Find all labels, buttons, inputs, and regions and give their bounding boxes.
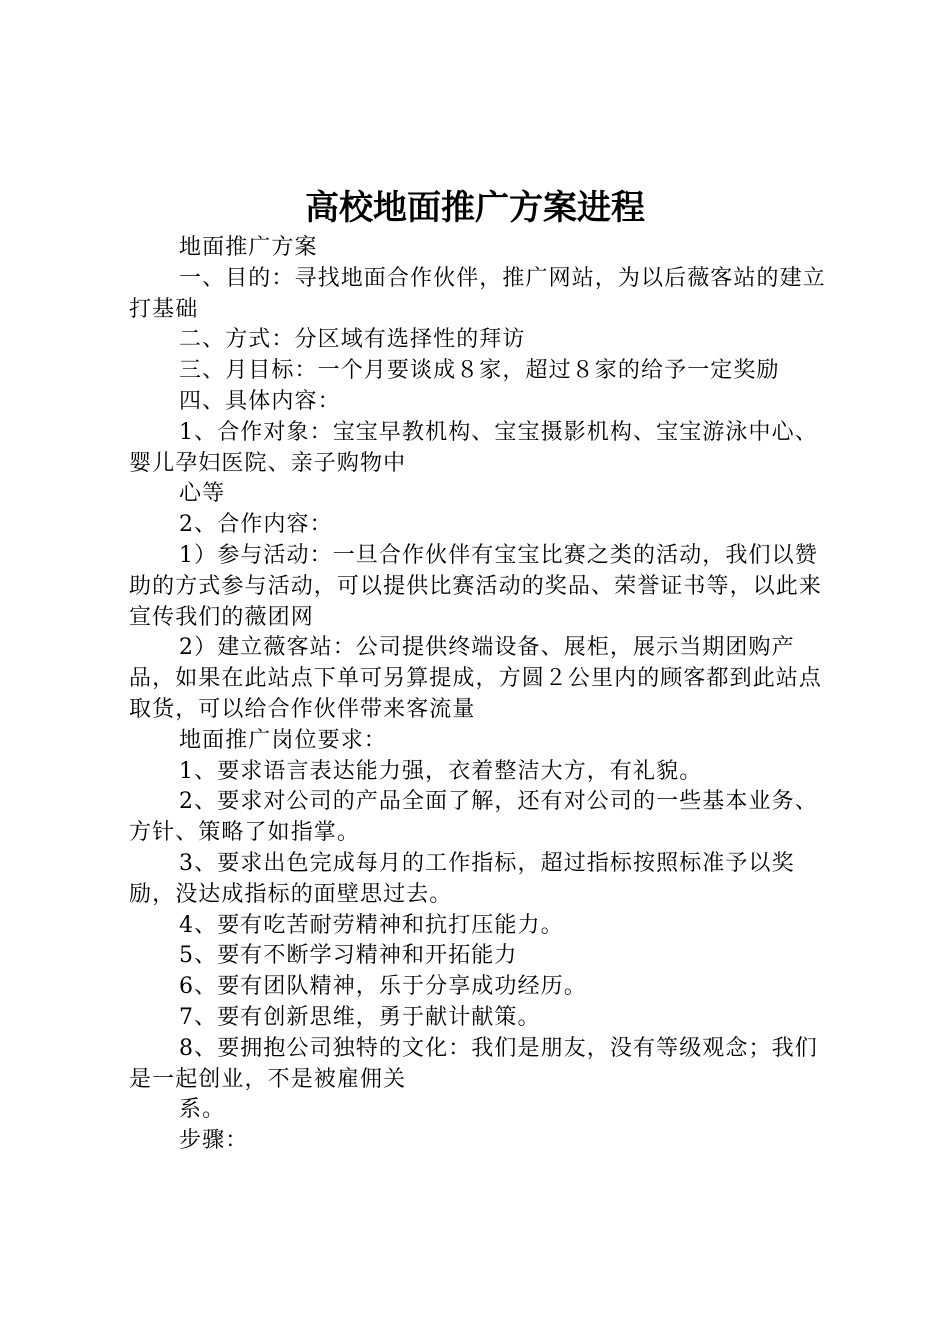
paragraph-purpose: 一、目的：寻找地面合作伙伴，推广网站，为以后薇客站的建立打基础: [129, 265, 826, 322]
paragraph-content-heading: 四、具体内容：: [179, 388, 341, 414]
paragraph-activities: 1）参与活动：一旦合作伙伴有宝宝比赛之类的活动，我们以赞助的方式参与活动，可以提供比赛活动的奖品、荣誉证书等，以此来宣传我们的薇团网: [129, 542, 823, 630]
paragraph-monthly-goal: 三、月目标：一个月要谈成８家，超过８家的给予一定奖励: [179, 358, 780, 384]
paragraph-requirement-2: 2、要求对公司的产品全面了解，还有对公司的一些基本业务、方针、策略了如指掌。: [129, 789, 818, 846]
paragraph-requirement-6: 6、要有团队精神，乐于分享成功经历。: [179, 974, 587, 1000]
paragraph-requirement-4: 4、要有吃苦耐劳精神和抗打压能力。: [179, 912, 564, 938]
paragraph-requirement-7: 7、要有创新思维，勇于献计献策。: [179, 1004, 541, 1030]
document-title: 高校地面推广方案进程: [305, 188, 645, 228]
paragraph-requirement-5: 5、要有不断学习精神和开拓能力: [179, 943, 518, 969]
paragraph-partners: 1、合作对象：宝宝早教机构、宝宝摄影机构、宝宝游泳中心、婴儿孕妇医院、亲子购物中: [129, 419, 818, 476]
paragraph-requirement-8-cont: 系。: [179, 1097, 226, 1123]
document-body: [129, 233, 831, 1157]
paragraph-heading: 地面推广方案: [179, 235, 318, 260]
paragraph-cooperation-heading: 2、合作内容：: [179, 512, 333, 538]
paragraph-requirement-3: 3、要求出色完成每月的工作指标，超过指标按照标准予以奖励，没达成指标的面壁思过去。: [129, 850, 795, 907]
paragraph-station: 2）建立薇客站：公司提供终端设备、展柜，展示当期团购产品，如果在此站点下单可另算提成，方圆２公里内的顾客都到此站点取货，可以给合作伙伴带来客流量: [129, 635, 823, 722]
paragraph-partners-cont: 心等: [179, 481, 226, 507]
paragraph-method: 二、方式：分区域有选择性的拜访: [179, 327, 526, 353]
paragraph-steps-heading: 步骤：: [179, 1128, 249, 1154]
paragraph-requirement-8: 8、要拥抱公司独特的文化：我们是朋友，没有等级观念；我们是一起创业，不是被雇佣关: [129, 1035, 818, 1092]
paragraph-requirement-1: 1、要求语言表达能力强，衣着整洁大方，有礼貌。: [179, 758, 703, 784]
paragraph-requirements-heading: 地面推广岗位要求：: [179, 727, 387, 753]
